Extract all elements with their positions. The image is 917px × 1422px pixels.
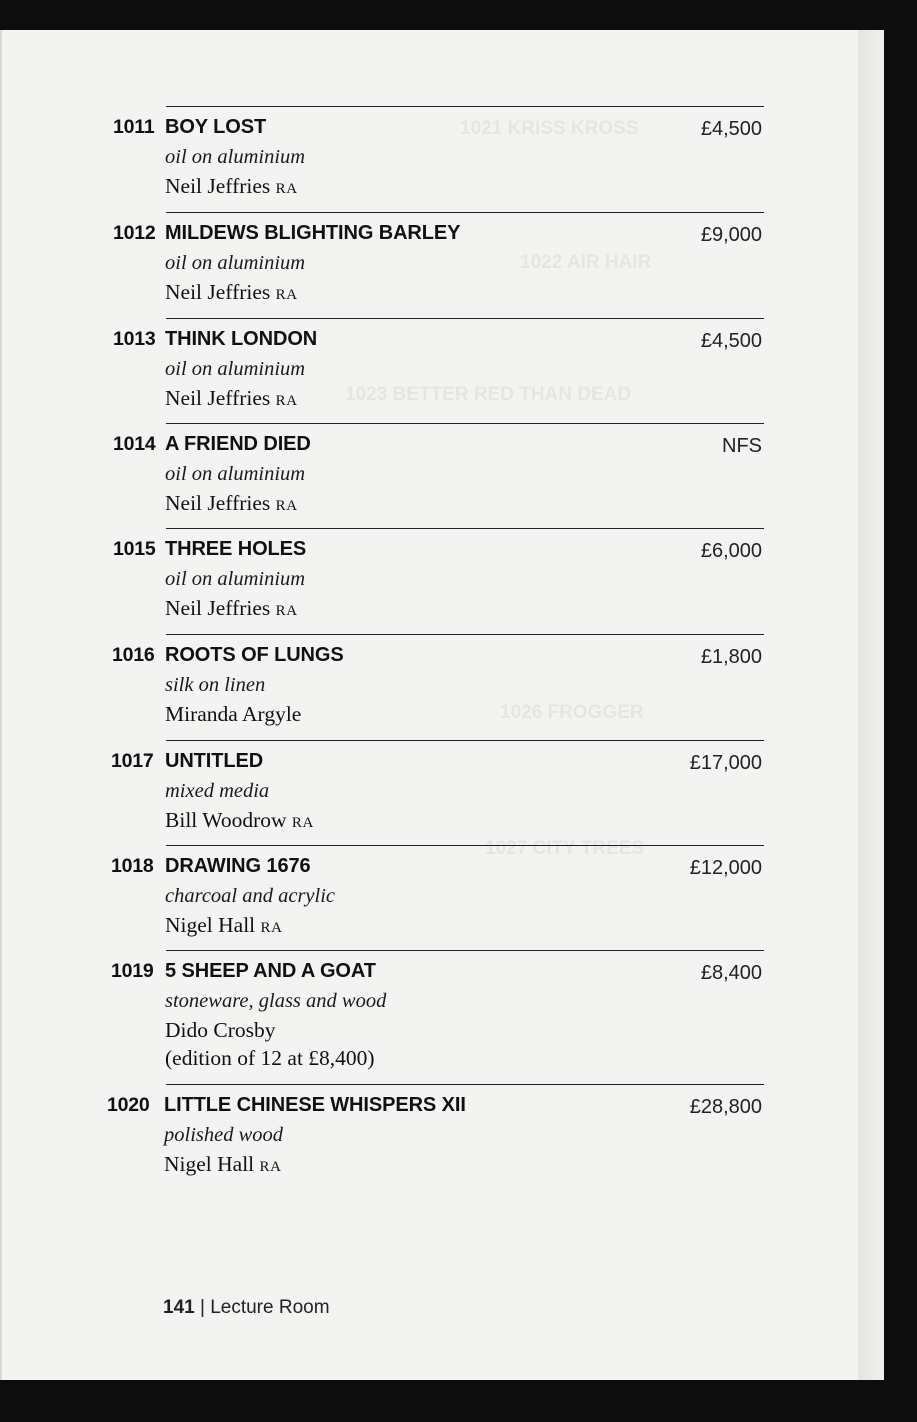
artist-name [165,174,298,199]
artist-name [164,1152,282,1177]
artist-name-text: Miranda Argyle [165,702,302,726]
catalogue-number: 1011 [113,116,155,138]
artist-name [165,596,298,621]
catalogue-number: 1012 [113,222,156,244]
page-number: 141 [163,1297,195,1318]
artist-suffix: RA [260,920,283,936]
artist-suffix: RA [275,287,298,303]
artwork-title: ROOTS OF LUNGS [165,644,344,666]
artwork-title: BOY LOST [165,116,267,138]
artist-name-text: Nigel Hall [164,1152,255,1176]
artist-suffix: RA [275,603,298,619]
artist-suffix: RA [275,181,298,197]
artwork-price: £8,400 [700,962,762,984]
artist-suffix: RA [259,1159,282,1175]
entry-divider [166,212,764,213]
catalogue-number: 1015 [113,538,156,560]
artwork-title: MILDEWS BLIGHTING BARLEY [165,222,461,244]
catalogue-number: 1014 [113,433,156,455]
artist-name-text: Neil Jeffries [165,280,271,304]
entry-divider [166,634,764,635]
artwork-title: A FRIEND DIED [165,433,311,455]
catalogue-number: 1016 [112,644,155,666]
artwork-title: THINK LONDON [165,328,318,350]
entry-divider [166,318,764,319]
artwork-price: £6,000 [700,540,762,562]
artwork-medium: stoneware, glass and wood [165,990,387,1012]
artist-suffix: RA [275,498,298,514]
artwork-title: 5 SHEEP AND A GOAT [165,960,376,982]
catalogue-number: 1013 [113,328,156,350]
catalogue-number: 1019 [111,960,154,982]
catalogue-number: 1018 [111,855,154,877]
artist-suffix: RA [275,393,298,409]
artwork-price: £12,000 [689,857,762,879]
artist-name [165,1018,276,1043]
section-name: Lecture Room [210,1297,330,1318]
page-edge [858,30,884,1380]
artwork-price: £17,000 [689,752,762,774]
artist-name [165,386,298,411]
artist-name-text: Neil Jeffries [165,596,271,620]
artwork-medium: silk on linen [165,674,266,696]
artwork-title: LITTLE CHINESE WHISPERS XII [164,1094,466,1116]
artwork-medium: oil on aluminium [165,568,306,590]
artist-name-text: Dido Crosby [165,1018,276,1042]
artist-suffix: RA [291,815,314,831]
artwork-price: £28,800 [689,1096,762,1118]
artist-name [165,491,298,516]
artist-name-text: Neil Jeffries [165,491,271,515]
artwork-title: DRAWING 1676 [165,855,311,877]
footer-separator: | [199,1297,205,1318]
artist-name-text: Neil Jeffries [165,174,271,198]
artist-name [165,702,301,727]
page-footer [163,1297,330,1319]
artwork-price: £4,500 [700,330,762,352]
artist-name [165,913,283,938]
entry-divider [166,845,764,846]
artwork-medium: polished wood [164,1124,284,1146]
edition-note: (edition of 12 at £8,400) [165,1046,375,1070]
entry-divider [166,528,764,529]
artwork-price: £1,800 [700,646,762,668]
artwork-title: UNTITLED [165,750,264,772]
artwork-medium: oil on aluminium [165,146,306,168]
artist-name [165,808,314,833]
catalogue-number: 1017 [111,750,154,772]
entry-divider [166,106,764,107]
artwork-price: £4,500 [700,118,762,140]
artwork-medium: oil on aluminium [165,463,306,485]
artwork-price: NFS [722,435,762,457]
artist-name-text: Nigel Hall [165,913,256,937]
artwork-medium: oil on aluminium [165,252,306,274]
entry-divider [166,950,764,951]
entry-divider [166,423,764,424]
artwork-title: THREE HOLES [165,538,307,560]
entry-divider [166,1084,764,1085]
entry-divider [166,740,764,741]
artist-name-text: Bill Woodrow [165,808,287,832]
artist-name [165,280,298,305]
artwork-medium: charcoal and acrylic [165,885,336,907]
artwork-price: £9,000 [700,224,762,246]
artist-name-text: Neil Jeffries [165,386,271,410]
catalogue-number: 1020 [107,1094,150,1116]
artwork-medium: mixed media [165,780,270,802]
artwork-medium: oil on aluminium [165,358,306,380]
